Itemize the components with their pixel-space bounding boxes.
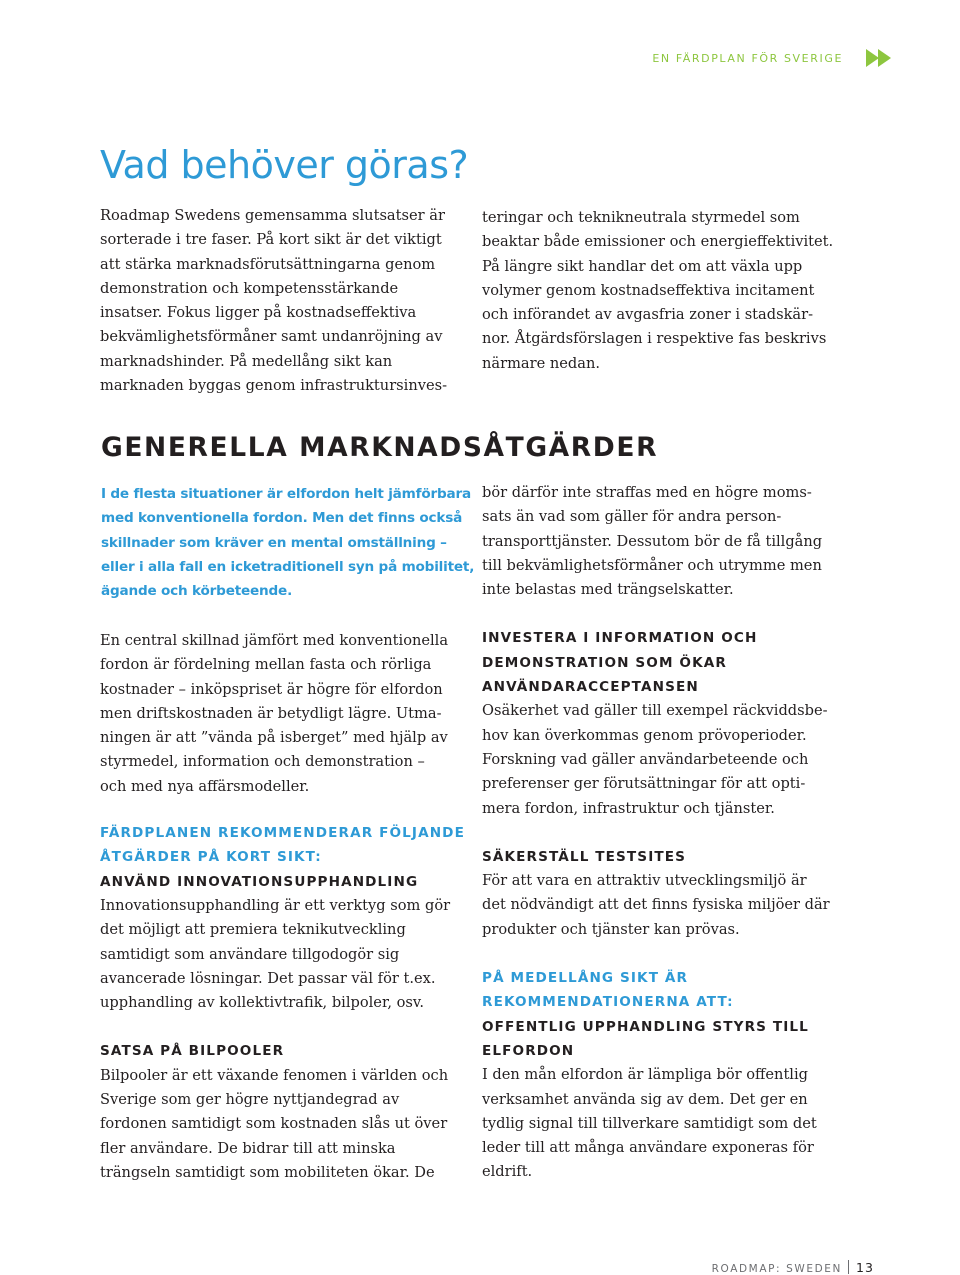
- testsites-paragraph: [482, 869, 862, 942]
- text-line: upphandling av kollektivtrafik, bilpoler, osv.: [100, 994, 425, 1012]
- intro-left-column: [100, 204, 470, 398]
- text-line: Forskning vad gäller användarbeteende och: [482, 750, 809, 768]
- medium-term-heading: [482, 966, 862, 1015]
- text-line: bör därför inte straffas med en högre moms-: [482, 484, 812, 501]
- body-paragraph: [100, 629, 470, 799]
- text-line: insatser. Fokus ligger på kostnadseffektiva: [100, 304, 417, 322]
- text-line: nor. Åtgärdsförslagen i respektive fas beskrivs: [482, 330, 827, 348]
- footer-divider: [848, 1260, 849, 1274]
- heading-line: DEMONSTRATION SOM ÖKAR: [482, 654, 727, 671]
- text-line: volymer genom kostnadseffektiva incitament: [482, 281, 815, 299]
- text-line: styrmedel, information och demonstration –: [100, 753, 425, 771]
- text-line: med konventionella fordon. Men det finns också: [101, 510, 463, 527]
- text-line: marknadshinder. På medellång sikt kan: [100, 352, 393, 370]
- procurement-paragraph: [482, 1063, 862, 1184]
- section-heading: GENERELLA MARKNADSÅTGÄRDER: [101, 432, 659, 463]
- text-line: inte belastas med trängselskatter.: [482, 581, 734, 599]
- text-line: demonstration och kompetensstärkande: [100, 279, 399, 297]
- text-line: eller i alla fall en icketraditionell syn på mobilitet,: [101, 558, 475, 575]
- text-line: I den mån elfordon är lämpliga bör offentlig: [482, 1066, 808, 1084]
- running-header: EN FÄRDPLAN FÖR SVERIGE: [652, 52, 843, 65]
- text-line: sorterade i tre faser. På kort sikt är det viktigt: [100, 231, 442, 249]
- text-line: marknaden byggas genom infrastruktursinves-: [100, 377, 448, 395]
- carpool-paragraph: [100, 1064, 470, 1185]
- text-line: produkter och tjänster kan prövas.: [482, 920, 740, 938]
- text-line: En central skillnad jämfört med konventionella: [100, 632, 449, 649]
- running-footer: ROADMAP: SWEDEN: [711, 1263, 842, 1275]
- text-line: skillnader som kräver en mental omställning –: [101, 534, 447, 551]
- text-line: Osäkerhet vad gäller till exempel räckviddsbe-: [482, 702, 828, 720]
- page-number: 13: [856, 1260, 874, 1275]
- text-line: och införandet av avgasfria zoner i stadskär-: [482, 306, 814, 324]
- procurement-heading: [482, 1015, 862, 1064]
- text-line: eldrift.: [482, 1163, 533, 1181]
- heading-line: FÄRDPLANEN REKOMMENDERAR FÖLJANDE: [100, 825, 465, 842]
- innovation-heading: ANVÄND INNOVATIONSUPPHANDLING: [100, 873, 419, 890]
- information-paragraph: [482, 699, 862, 820]
- text-line: till bekvämlighetsförmåner och utrymme men: [482, 556, 822, 574]
- heading-line: REKOMMENDATIONERNA ATT:: [482, 994, 734, 1011]
- text-line: mera fordon, infrastruktur och tjänster.: [482, 799, 775, 817]
- body-paragraph: [482, 481, 862, 602]
- text-line: trängseln samtidigt som mobiliteten ökar. De: [100, 1163, 435, 1181]
- text-line: fordon är fördelning mellan fasta och rörliga: [100, 656, 432, 674]
- heading-line: OFFENTLIG UPPHANDLING STYRS TILL: [482, 1018, 809, 1035]
- text-line: På längre sikt handlar det om att växla upp: [482, 257, 803, 275]
- intro-right-column: [482, 206, 862, 376]
- heading-line: ELFORDON: [482, 1042, 575, 1059]
- text-line: avancerade lösningar. Det passar väl för t.ex.: [100, 969, 436, 987]
- information-heading: [482, 626, 862, 699]
- text-line: beaktar både emissioner och energieffektivitet.: [482, 233, 834, 251]
- text-line: tydlig signal till tillverkare samtidigt som det: [482, 1114, 817, 1132]
- text-line: bekvämlighetsförmåner samt undanröjning av: [100, 328, 443, 346]
- text-line: teringar och teknikneutrala styrmedel som: [482, 209, 800, 226]
- text-line: fordonen samtidigt som kostnaden slås ut över: [100, 1115, 448, 1133]
- heading-line: INVESTERA I INFORMATION OCH: [482, 630, 758, 647]
- text-line: I de flesta situationer är elfordon helt jämförbara: [101, 486, 471, 502]
- text-line: kostnader – inköpspriset är högre för elfordon: [100, 680, 443, 698]
- text-line: det nödvändigt att det finns fysiska miljöer där: [482, 896, 830, 914]
- lead-paragraph: [101, 482, 475, 603]
- carpool-heading: SATSA PÅ BILPOOLER: [100, 1043, 285, 1060]
- heading-line: PÅ MEDELLÅNG SIKT ÄR: [482, 970, 689, 987]
- text-line: ningen är att ”vända på isberget” med hjälp av: [100, 729, 448, 747]
- text-line: Innovationsupphandling är ett verktyg som gör: [100, 896, 451, 914]
- text-line: Sverige som ger högre nyttjandegrad av: [100, 1091, 400, 1109]
- text-line: och med nya affärsmodeller.: [100, 777, 310, 795]
- text-line: men driftskostnaden är betydligt lägre. Utma-: [100, 704, 442, 722]
- text-line: transporttjänster. Dessutom bör de få tillgång: [482, 532, 823, 550]
- text-line: Roadmap Swedens gemensamma slutsatser är: [100, 207, 445, 224]
- page-title: Vad behöver göras?: [100, 143, 469, 187]
- text-line: fler användare. De bidrar till att minska: [100, 1139, 396, 1157]
- text-line: verksamhet använda sig av dem. Det ger en: [482, 1090, 808, 1108]
- text-line: samtidigt som användare tillgodogör sig: [100, 945, 400, 963]
- text-line: det möjligt att premiera teknikutveckling: [100, 921, 406, 939]
- text-line: Bilpooler är ett växande fenomen i världen och: [100, 1066, 449, 1084]
- text-line: leder till att många användare exponeras för: [482, 1139, 814, 1157]
- text-line: ägande och körbeteende.: [101, 583, 293, 600]
- text-line: För att vara en attraktiv utvecklingsmiljö är: [482, 872, 807, 890]
- text-line: sats än vad som gäller för andra person-: [482, 508, 782, 526]
- text-line: närmare nedan.: [482, 354, 600, 372]
- left-column: [100, 629, 470, 1185]
- heading-line: ANVÄNDARACCEPTANSEN: [482, 679, 699, 696]
- short-term-heading: [100, 821, 470, 870]
- innovation-paragraph: [100, 894, 470, 1015]
- heading-line: ÅTGÄRDER PÅ KORT SIKT:: [100, 849, 322, 866]
- text-line: preferenser ger förutsättningar för att opti-: [482, 775, 806, 793]
- text-line: hov kan överkommas genom prövoperioder.: [482, 726, 807, 744]
- text-line: att stärka marknadsförutsättningarna genom: [100, 255, 436, 273]
- testsites-heading: SÄKERSTÄLL TESTSITES: [482, 848, 687, 865]
- right-column: [482, 481, 862, 1185]
- double-arrow-right-icon: [866, 49, 892, 67]
